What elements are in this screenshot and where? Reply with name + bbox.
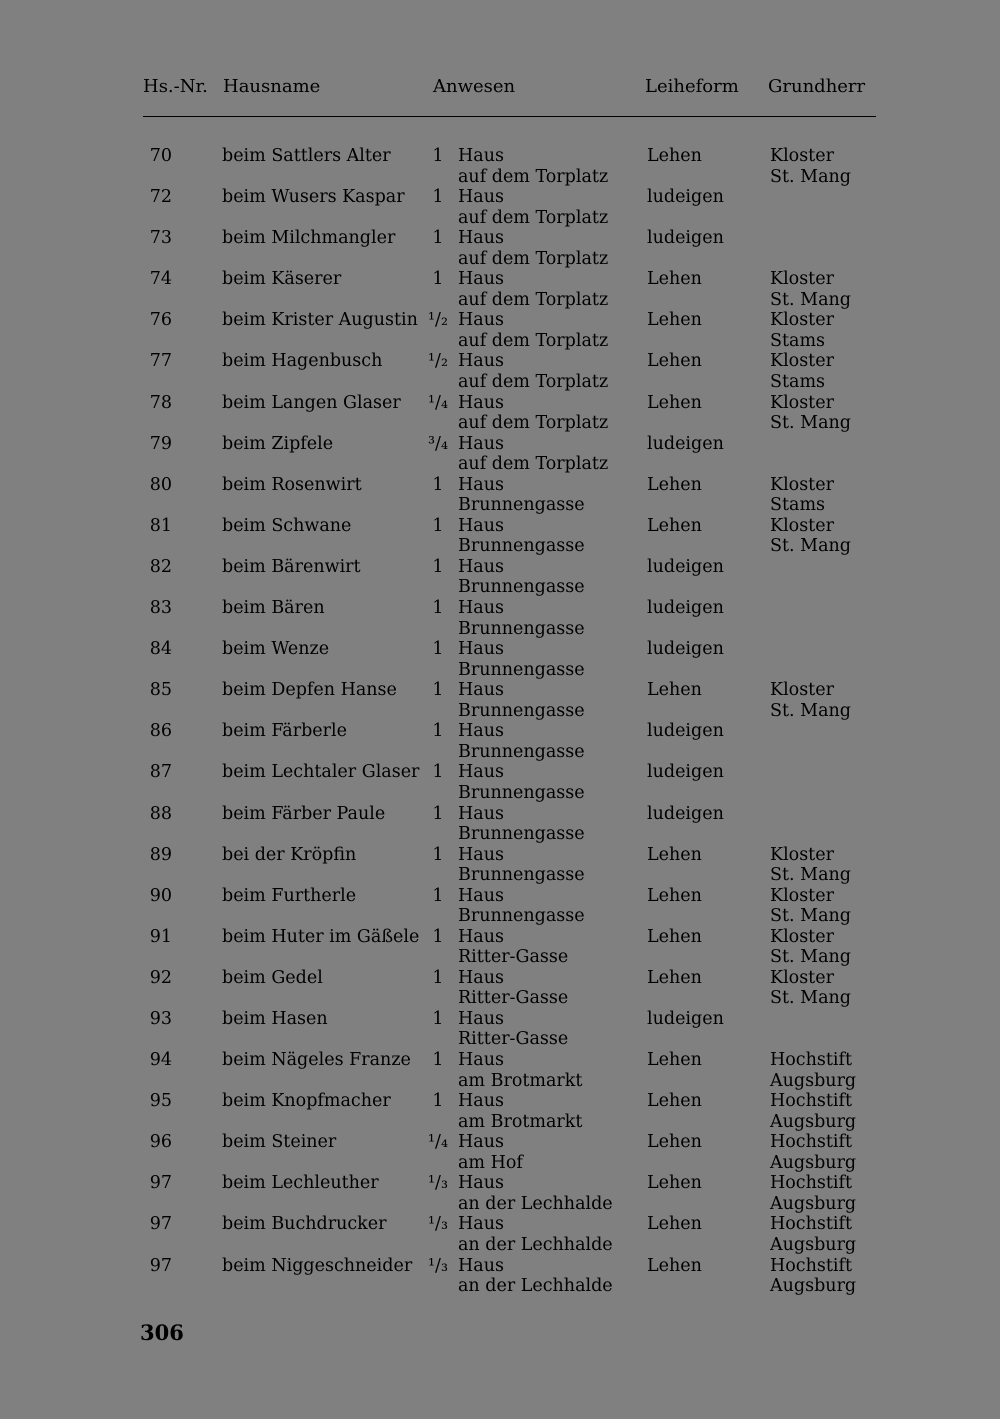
tenure-form: ludeigen (647, 762, 724, 783)
property-location: am Brotmarkt (458, 1070, 583, 1091)
landlord-line-1: Hochstift (770, 1214, 852, 1235)
property-location: Brunnengasse (458, 824, 585, 844)
house-name: beim Bärenwirt (222, 556, 361, 577)
property-location: auf dem Torplatz (458, 166, 609, 187)
landlord-line-1: Hochstift (770, 1255, 852, 1276)
landlord-line-1: Kloster (770, 844, 834, 865)
share-fraction: 1 (432, 844, 444, 865)
tenure-form: ludeigen (647, 598, 724, 619)
table-row (0, 434, 1000, 475)
house-name: beim Niggeschneider (222, 1255, 413, 1276)
property-type: Haus (458, 721, 504, 742)
table-row (0, 310, 1000, 351)
property-location: auf dem Torplatz (458, 454, 609, 475)
table-row (0, 968, 1000, 1009)
property-type: Haus (458, 844, 504, 865)
property-type: Haus (458, 1008, 504, 1029)
property-location: an der Lechhalde (458, 1276, 613, 1297)
property-type: Haus (458, 1173, 504, 1194)
property-location: auf dem Torplatz (458, 289, 609, 310)
house-name: beim Hagenbusch (222, 351, 383, 372)
page-number: 306 (140, 1320, 184, 1345)
property-location: auf dem Torplatz (458, 413, 609, 434)
landlord-line-2: Augsburg (770, 1234, 857, 1255)
landlord-line-1: Kloster (770, 310, 834, 331)
landlord-line-2: St. Mang (770, 988, 851, 1009)
property-type: Haus (458, 598, 504, 619)
tenure-form: Lehen (647, 1255, 702, 1276)
tenure-form: Lehen (647, 885, 702, 906)
property-location: am Hof (458, 1152, 523, 1173)
property-location: Brunnengasse (458, 700, 585, 721)
house-number: 85 (149, 680, 172, 701)
landlord-line-1: Kloster (770, 926, 834, 947)
table-row (0, 804, 1000, 845)
tenure-form: ludeigen (647, 721, 724, 742)
tenure-form: ludeigen (647, 639, 724, 660)
share-fraction: 1 (432, 1008, 444, 1029)
house-number: 97 (149, 1255, 172, 1276)
house-number: 93 (149, 1008, 172, 1029)
tenure-form: Lehen (647, 146, 702, 166)
house-name: beim Knopfmacher (222, 1091, 391, 1112)
table-row (0, 1214, 1000, 1255)
landlord-line-2: Stams (770, 495, 826, 516)
table-row (0, 886, 1000, 927)
share-fraction: 1 (432, 474, 444, 495)
landlord-line-2: Augsburg (770, 1152, 857, 1173)
landlord-line-1: Hochstift (770, 1050, 852, 1071)
share-fraction: 1 (432, 146, 444, 166)
share-fraction: 1 (432, 762, 444, 783)
landlord-line-2: Augsburg (770, 1276, 857, 1297)
share-fraction: ¹/₃ (428, 1173, 448, 1194)
house-number: 73 (149, 228, 172, 249)
landlord-line-2: St. Mang (770, 413, 851, 434)
table-row (0, 557, 1000, 598)
landlord-line-2: St. Mang (770, 289, 851, 310)
house-name: beim Wusers Kaspar (222, 187, 405, 208)
table-row (0, 1256, 1000, 1297)
property-type: Haus (458, 392, 504, 413)
property-location: Brunnengasse (458, 865, 585, 886)
share-fraction: 1 (432, 515, 444, 536)
table-row (0, 927, 1000, 968)
house-name: beim Hasen (222, 1008, 328, 1029)
house-name: beim Färber Paule (222, 803, 386, 824)
house-number: 97 (149, 1173, 172, 1194)
table-row (0, 516, 1000, 557)
property-type: Haus (458, 926, 504, 947)
tenure-form: ludeigen (647, 187, 724, 208)
property-type: Haus (458, 803, 504, 824)
house-number: 80 (149, 474, 172, 495)
landlord-line-2: St. Mang (770, 906, 851, 927)
table-row (0, 1173, 1000, 1214)
share-fraction: ¹/₄ (428, 392, 448, 413)
house-number: 97 (149, 1214, 172, 1235)
house-number: 83 (149, 598, 172, 619)
property-location: auf dem Torplatz (458, 371, 609, 392)
table-row (0, 1132, 1000, 1173)
house-name: beim Käserer (222, 269, 342, 290)
property-location: Ritter-Gasse (458, 1029, 569, 1050)
property-type: Haus (458, 228, 504, 249)
tenure-form: Lehen (647, 310, 702, 331)
tenure-form: ludeigen (647, 1008, 724, 1029)
tenure-form: Lehen (647, 926, 702, 947)
property-location: Ritter-Gasse (458, 988, 569, 1009)
house-name: beim Färberle (222, 721, 347, 742)
house-number: 86 (149, 721, 172, 742)
header-tenure-form: Leiheform (645, 76, 739, 97)
property-type: Haus (458, 1091, 504, 1112)
tenure-form: Lehen (647, 269, 702, 290)
tenure-form: ludeigen (647, 433, 724, 454)
property-location: auf dem Torplatz (458, 330, 609, 351)
tenure-form: ludeigen (647, 228, 724, 249)
share-fraction: ¹/₄ (428, 1132, 448, 1153)
table-row (0, 146, 1000, 187)
share-fraction: ³/₄ (428, 433, 448, 454)
house-number: 94 (149, 1050, 172, 1071)
tenure-form: Lehen (647, 1050, 702, 1071)
header-divider (143, 116, 876, 117)
property-location: Ritter-Gasse (458, 947, 569, 968)
house-number: 77 (149, 351, 172, 372)
property-type: Haus (458, 556, 504, 577)
house-number: 70 (149, 146, 172, 166)
table-row (0, 721, 1000, 762)
house-number: 89 (149, 844, 172, 865)
share-fraction: 1 (432, 680, 444, 701)
house-number: 82 (149, 556, 172, 577)
share-fraction: 1 (432, 926, 444, 947)
property-type: Haus (458, 1050, 504, 1071)
property-location: auf dem Torplatz (458, 207, 609, 228)
property-type: Haus (458, 1132, 504, 1153)
share-fraction: 1 (432, 639, 444, 660)
house-name: beim Sattlers Alter (222, 146, 391, 166)
landlord-line-1: Kloster (770, 967, 834, 988)
table-row (0, 762, 1000, 803)
tenure-form: Lehen (647, 1132, 702, 1153)
house-name: beim Depfen Hanse (222, 680, 397, 701)
house-name: beim Lechleuther (222, 1173, 379, 1194)
house-number: 84 (149, 639, 172, 660)
property-location: an der Lechhalde (458, 1234, 613, 1255)
property-location: Brunnengasse (458, 906, 585, 927)
tenure-form: ludeigen (647, 803, 724, 824)
landlord-line-1: Kloster (770, 515, 834, 536)
landlord-line-1: Kloster (770, 885, 834, 906)
tenure-form: ludeigen (647, 556, 724, 577)
header-property: Anwesen (433, 76, 516, 97)
table-row (0, 1050, 1000, 1091)
house-number: 95 (149, 1091, 172, 1112)
house-name: beim Buchdrucker (222, 1214, 387, 1235)
house-name: bei der Kröpfin (222, 844, 357, 865)
house-number: 81 (149, 515, 172, 536)
house-number: 96 (149, 1132, 172, 1153)
share-fraction: 1 (432, 803, 444, 824)
house-name: beim Milchmangler (222, 228, 396, 249)
property-location: Brunnengasse (458, 536, 585, 557)
share-fraction: 1 (432, 1091, 444, 1112)
house-name: beim Bären (222, 598, 325, 619)
share-fraction: 1 (432, 1050, 444, 1071)
property-type: Haus (458, 515, 504, 536)
table-row (0, 228, 1000, 269)
tenure-form: Lehen (647, 844, 702, 865)
table-row (0, 187, 1000, 228)
property-type: Haus (458, 187, 504, 208)
table-row (0, 475, 1000, 516)
house-number: 87 (149, 762, 172, 783)
property-type: Haus (458, 967, 504, 988)
property-location: Brunnengasse (458, 495, 585, 516)
landlord-line-1: Kloster (770, 474, 834, 495)
property-type: Haus (458, 639, 504, 660)
landlord-line-1: Kloster (770, 146, 834, 166)
table-row (0, 639, 1000, 680)
property-type: Haus (458, 269, 504, 290)
property-location: auf dem Torplatz (458, 248, 609, 269)
landlord-line-2: St. Mang (770, 947, 851, 968)
share-fraction: 1 (432, 556, 444, 577)
house-number: 90 (149, 885, 172, 906)
house-name: beim Langen Glaser (222, 392, 401, 413)
landlord-line-2: St. Mang (770, 700, 851, 721)
table-row (0, 269, 1000, 310)
header-house-number: Hs.-Nr. (143, 76, 208, 97)
tenure-form: Lehen (647, 351, 702, 372)
house-name: beim Gedel (222, 967, 323, 988)
house-name: beim Zipfele (222, 433, 334, 454)
property-type: Haus (458, 474, 504, 495)
property-type: Haus (458, 1255, 504, 1276)
landlord-line-2: Augsburg (770, 1070, 857, 1091)
property-type: Haus (458, 351, 504, 372)
share-fraction: 1 (432, 721, 444, 742)
property-type: Haus (458, 146, 504, 166)
property-location: Brunnengasse (458, 618, 585, 639)
share-fraction: 1 (432, 228, 444, 249)
house-number: 78 (149, 392, 172, 413)
header-house-name: Hausname (223, 76, 321, 97)
table-row (0, 845, 1000, 886)
property-type: Haus (458, 762, 504, 783)
table-body (0, 146, 1000, 1297)
share-fraction: 1 (432, 187, 444, 208)
house-number: 74 (149, 269, 172, 290)
property-type: Haus (458, 310, 504, 331)
header-landlord: Grundherr (768, 76, 866, 97)
tenure-form: Lehen (647, 1214, 702, 1235)
landlord-line-2: Stams (770, 330, 826, 351)
tenure-form: Lehen (647, 680, 702, 701)
share-fraction: 1 (432, 598, 444, 619)
tenure-form: Lehen (647, 515, 702, 536)
share-fraction: ¹/₂ (428, 351, 448, 372)
house-name: beim Furtherle (222, 885, 357, 906)
landlord-line-2: Augsburg (770, 1111, 857, 1132)
property-type: Haus (458, 433, 504, 454)
landlord-line-1: Kloster (770, 392, 834, 413)
table-row (0, 1009, 1000, 1050)
share-fraction: ¹/₂ (428, 310, 448, 331)
property-location: Brunnengasse (458, 577, 585, 598)
landlord-line-1: Kloster (770, 351, 834, 372)
landlord-line-2: St. Mang (770, 536, 851, 557)
house-number: 72 (149, 187, 172, 208)
tenure-form: Lehen (647, 392, 702, 413)
landlord-line-1: Hochstift (770, 1173, 852, 1194)
house-name: beim Lechtaler Glaser (222, 762, 420, 783)
house-number: 79 (149, 433, 172, 454)
landlord-line-2: St. Mang (770, 865, 851, 886)
table-row (0, 598, 1000, 639)
property-location: an der Lechhalde (458, 1193, 613, 1214)
tenure-form: Lehen (647, 1091, 702, 1112)
tenure-form: Lehen (647, 474, 702, 495)
property-location: Brunnengasse (458, 659, 585, 680)
landlord-line-1: Hochstift (770, 1132, 852, 1153)
table-row (0, 1091, 1000, 1132)
house-name: beim Rosenwirt (222, 474, 362, 495)
property-type: Haus (458, 1214, 504, 1235)
landlord-line-1: Kloster (770, 680, 834, 701)
property-type: Haus (458, 885, 504, 906)
landlord-line-2: Stams (770, 371, 826, 392)
property-type: Haus (458, 680, 504, 701)
house-name: beim Schwane (222, 515, 352, 536)
landlord-line-2: Augsburg (770, 1193, 857, 1214)
house-name: beim Huter im Gäßele (222, 926, 420, 947)
table-row (0, 393, 1000, 434)
house-number: 92 (149, 967, 172, 988)
share-fraction: ¹/₃ (428, 1255, 448, 1276)
house-name: beim Nägeles Franze (222, 1050, 411, 1071)
house-number: 88 (149, 803, 172, 824)
landlord-line-2: St. Mang (770, 166, 851, 187)
house-name: beim Wenze (222, 639, 330, 660)
share-fraction: 1 (432, 885, 444, 906)
tenure-form: Lehen (647, 967, 702, 988)
house-name: beim Krister Augustin (222, 310, 418, 331)
landlord-line-1: Kloster (770, 269, 834, 290)
house-number: 76 (149, 310, 172, 331)
house-name: beim Steiner (222, 1132, 337, 1153)
table-row (0, 351, 1000, 392)
property-location: Brunnengasse (458, 782, 585, 803)
share-fraction: 1 (432, 269, 444, 290)
property-location: am Brotmarkt (458, 1111, 583, 1132)
property-location: Brunnengasse (458, 741, 585, 762)
share-fraction: 1 (432, 967, 444, 988)
house-number: 91 (149, 926, 172, 947)
table-row (0, 680, 1000, 721)
tenure-form: Lehen (647, 1173, 702, 1194)
table-header (0, 76, 1000, 102)
landlord-line-1: Hochstift (770, 1091, 852, 1112)
share-fraction: ¹/₃ (428, 1214, 448, 1235)
